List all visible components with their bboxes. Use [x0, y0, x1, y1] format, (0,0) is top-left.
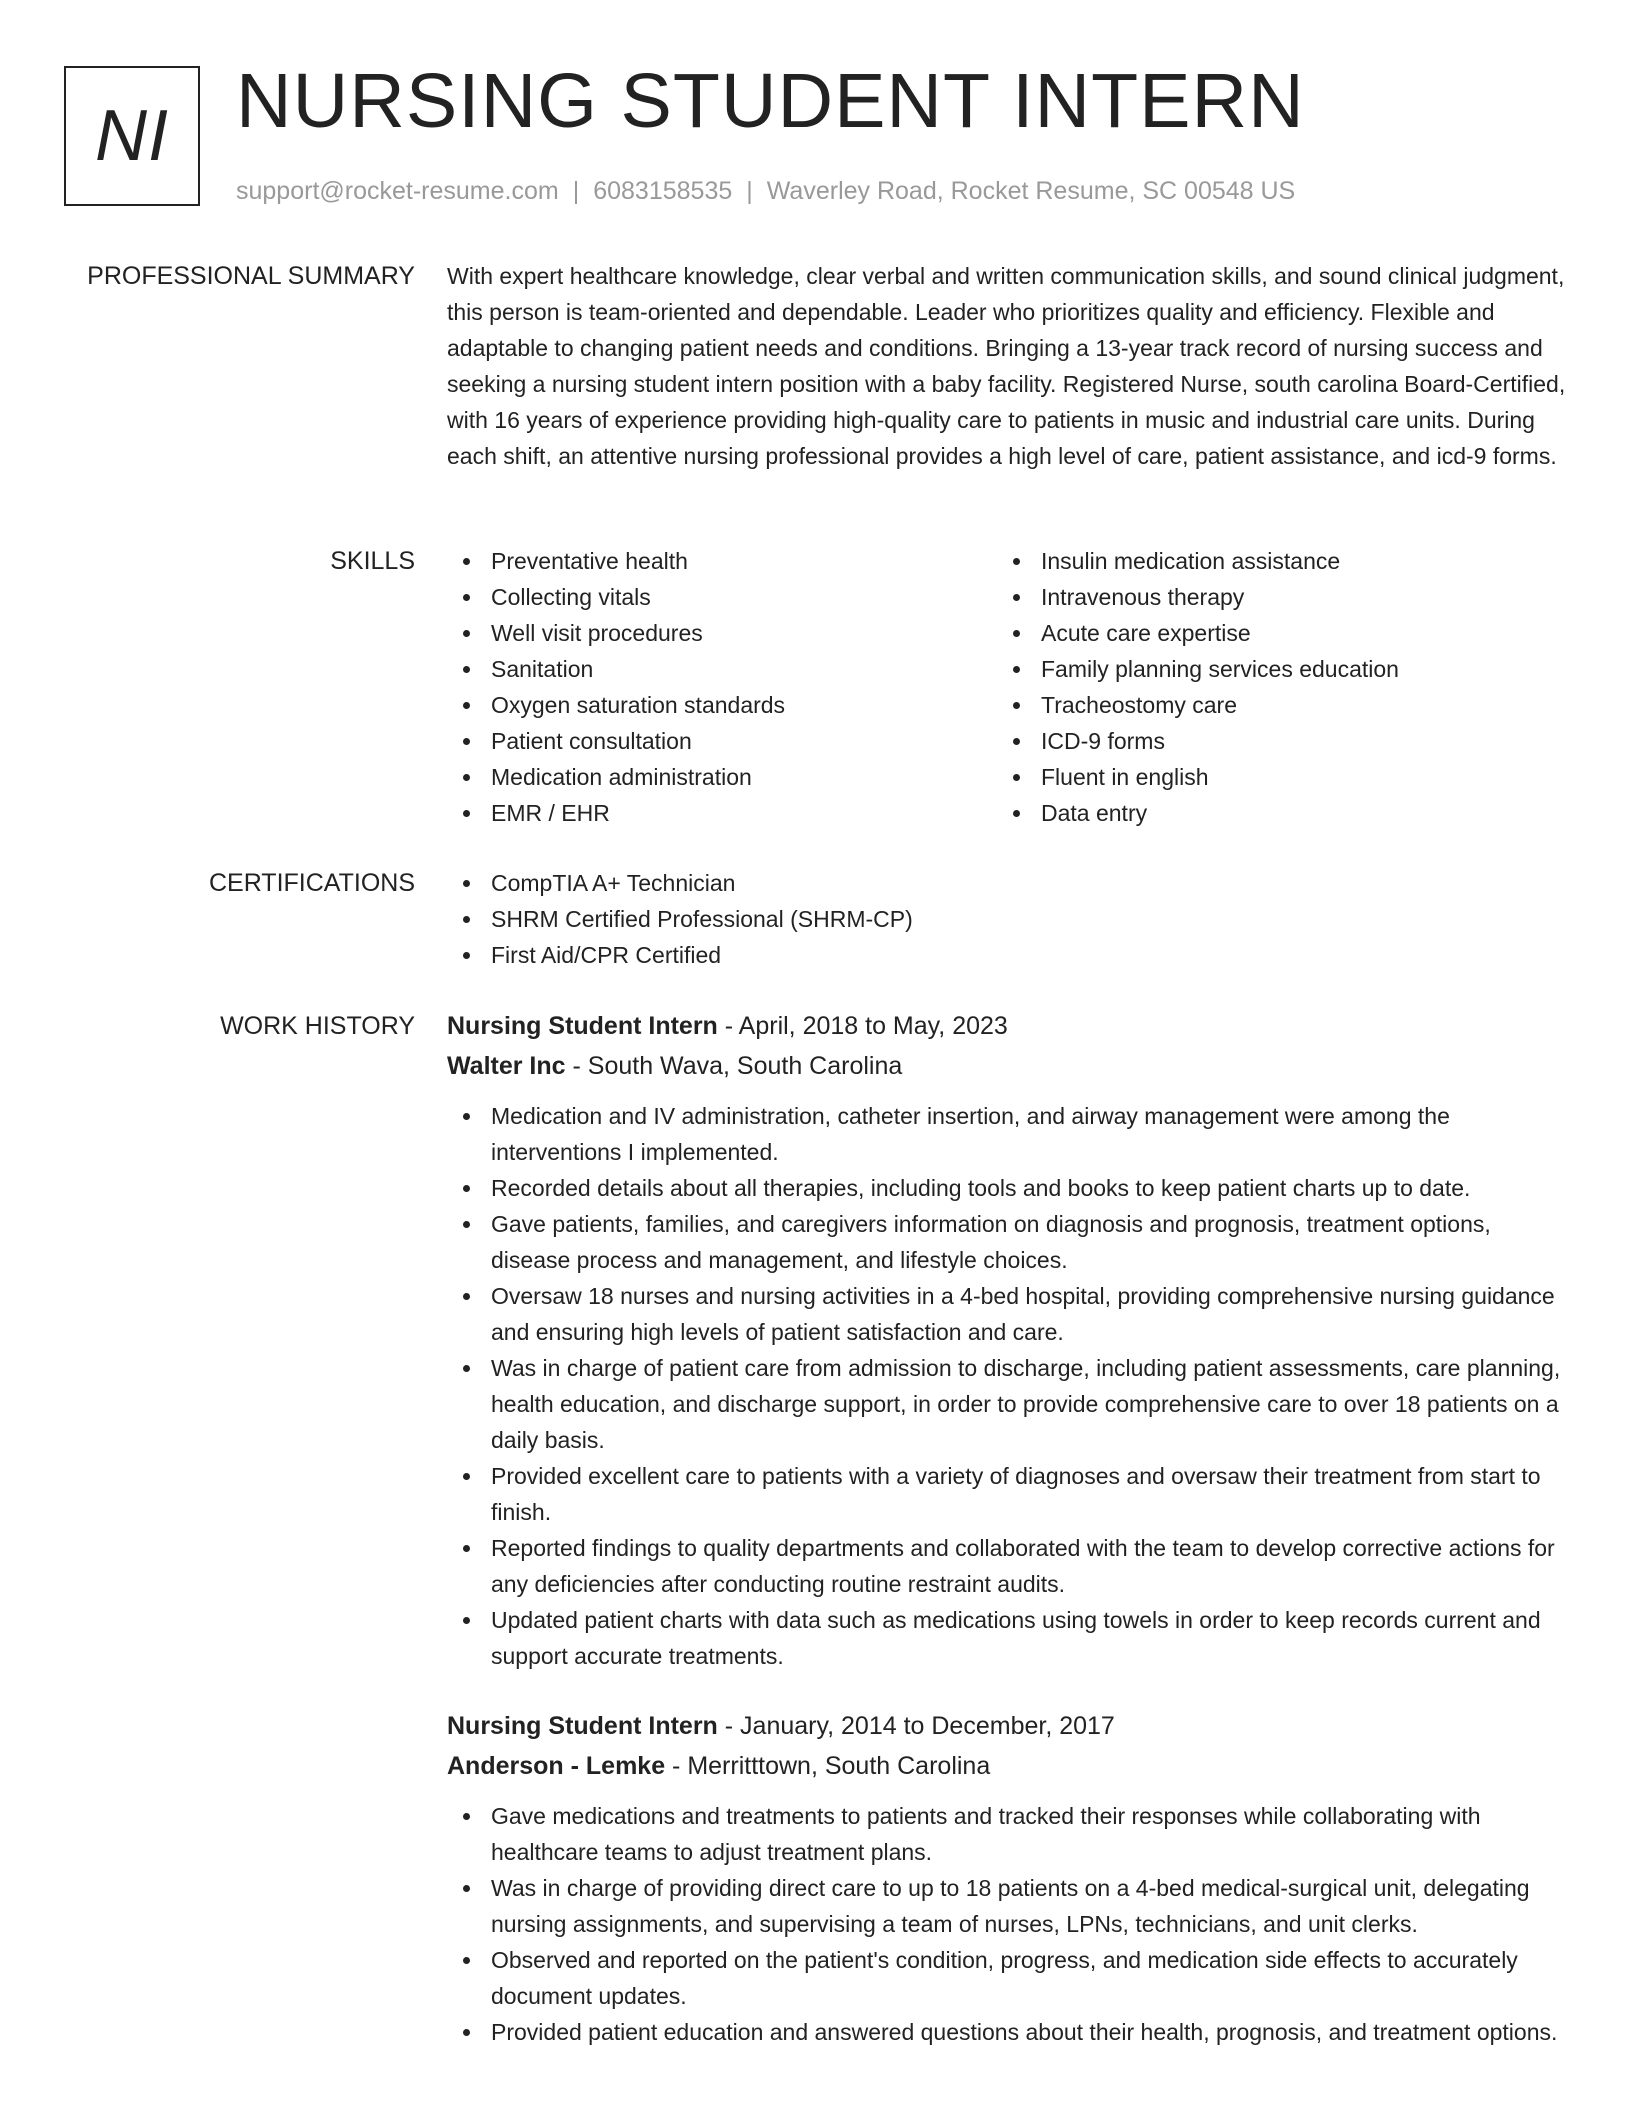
- skill-item: Fluent in english: [997, 759, 1547, 795]
- job-entry: [447, 1706, 1567, 2050]
- job-company: Walter Inc: [447, 1052, 566, 1080]
- job-bullet: Provided patient education and answered questions about their health, prognosis, and treatment options.: [447, 2014, 1567, 2050]
- resume-name: NURSING STUDENT INTERN: [236, 58, 1305, 144]
- job-company-line: [447, 1046, 1567, 1086]
- job-bullet: Was in charge of patient care from admission to discharge, including patient assessments, care planning, health education, and discharge support, in order to provide comprehensive care to over 18 patients on a daily basis.: [447, 1350, 1567, 1458]
- contact-address: Waverley Road, Rocket Resume, SC 00548 US: [766, 177, 1296, 205]
- skill-item: Data entry: [997, 795, 1547, 831]
- skill-item: EMR / EHR: [447, 795, 997, 831]
- skills-list-left: [447, 543, 997, 831]
- job-company-line: [447, 1746, 1567, 1786]
- job-dates: - April, 2018 to May, 2023: [717, 1012, 1008, 1040]
- job-bullet: Gave medications and treatments to patients and tracked their responses while collaborating with healthcare teams to adjust treatment plans.: [447, 1798, 1567, 1870]
- skills-column-left: [447, 543, 997, 831]
- certifications-label: CERTIFICATIONS: [208, 869, 415, 897]
- skill-item: Patient consultation: [447, 723, 997, 759]
- work-history-body: [447, 1006, 1567, 2050]
- certification-item: First Aid/CPR Certified: [447, 937, 1567, 973]
- job-location: - South Wava, South Carolina: [565, 1052, 903, 1080]
- monogram-initials: NI: [95, 96, 169, 176]
- job-bullet: Was in charge of providing direct care to up to 18 patients on a 4-bed medical-surgical unit, delegating nursing assignments, and supervising a team of nurses, LPNs, technicians, and unit clerks.: [447, 1870, 1567, 1942]
- contact-line: [236, 174, 1295, 208]
- skill-item: Family planning services education: [997, 651, 1547, 687]
- job-bullet: Updated patient charts with data such as medications using towels in order to keep records current and support accurate treatments.: [447, 1602, 1567, 1674]
- skill-item: Insulin medication assistance: [997, 543, 1547, 579]
- work-history-label: WORK HISTORY: [220, 1012, 415, 1040]
- skill-item: Oxygen saturation standards: [447, 687, 997, 723]
- job-bullets: [447, 1098, 1567, 1674]
- job-entry: [447, 1006, 1567, 1674]
- job-title: Nursing Student Intern: [447, 1712, 718, 1740]
- skill-item: Acute care expertise: [997, 615, 1547, 651]
- job-title: Nursing Student Intern: [447, 1012, 718, 1040]
- monogram-box: [64, 66, 200, 206]
- skill-item: ICD-9 forms: [997, 723, 1547, 759]
- skill-item: Medication administration: [447, 759, 997, 795]
- skill-item: Intravenous therapy: [997, 579, 1547, 615]
- job-bullet: Observed and reported on the patient's condition, progress, and medication side effects to accurately document updates.: [447, 1942, 1567, 2014]
- contact-separator: |: [572, 177, 580, 205]
- contact-separator: |: [746, 177, 753, 205]
- skill-item: Tracheostomy care: [997, 687, 1547, 723]
- skill-item: Well visit procedures: [447, 615, 997, 651]
- skill-item: Sanitation: [447, 651, 997, 687]
- contact-phone: 6083158535: [593, 177, 733, 205]
- skill-item: Collecting vitals: [447, 579, 997, 615]
- job-title-line: [447, 1006, 1567, 1046]
- summary-label: PROFESSIONAL SUMMARY: [87, 262, 415, 290]
- job-location: - Merritttown, South Carolina: [665, 1752, 991, 1780]
- skills-list-right: [997, 543, 1547, 831]
- contact-email: support@rocket-resume.com: [236, 177, 559, 205]
- job-dates: - January, 2014 to December, 2017: [717, 1712, 1115, 1740]
- job-bullet: Provided excellent care to patients with a variety of diagnoses and oversaw their treatment from start to finish.: [447, 1458, 1567, 1530]
- job-bullet: Reported findings to quality departments and collaborated with the team to develop corrective actions for any deficiencies after conducting routine restraint audits.: [447, 1530, 1567, 1602]
- job-bullets: [447, 1798, 1567, 2050]
- skills-body: [447, 543, 1567, 831]
- certifications-list: [447, 865, 1567, 973]
- job-bullet: Oversaw 18 nurses and nursing activities in a 4-bed hospital, providing comprehensive nursing guidance and ensuring high levels of patient satisfaction and care.: [447, 1278, 1567, 1350]
- certification-item: CompTIA A+ Technician: [447, 865, 1567, 901]
- summary-text: With expert healthcare knowledge, clear verbal and written communication skills, and sound clinical judgment, this person is team-oriented and dependable. Leader who prioritizes quality and efficiency. Flexible and adaptable to changing patient needs and conditions. Bringing a 13-year track record of nursing success and seeking a nursing student intern position with a baby facility. Registered Nurse, south carolina Board-Certified, with 16 years of experience providing high-quality care to patients in music and industrial care units. During each shift, an attentive nursing professional provides a high level of care, patient assistance, and icd-9 forms.: [447, 263, 1566, 469]
- job-title-line: [447, 1706, 1567, 1746]
- skill-item: Preventative health: [447, 543, 997, 579]
- job-bullet: Recorded details about all therapies, including tools and books to keep patient charts up to date.: [447, 1170, 1567, 1206]
- certifications-body: [447, 865, 1567, 973]
- job-bullet: Gave patients, families, and caregivers information on diagnosis and prognosis, treatment options, disease process and management, and lifestyle choices.: [447, 1206, 1567, 1278]
- job-bullet: Medication and IV administration, catheter insertion, and airway management were among the interventions I implemented.: [447, 1098, 1567, 1170]
- certification-item: SHRM Certified Professional (SHRM-CP): [447, 901, 1567, 937]
- job-company: Anderson - Lemke: [447, 1752, 666, 1780]
- summary-body: [447, 258, 1567, 474]
- skills-column-right: [997, 543, 1547, 831]
- skills-label: SKILLS: [330, 547, 415, 575]
